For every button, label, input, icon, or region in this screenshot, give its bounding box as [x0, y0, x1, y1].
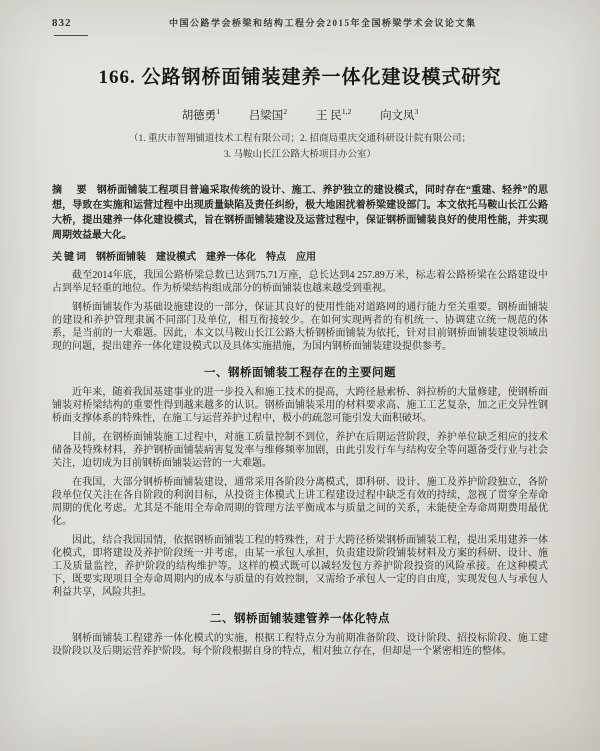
paragraph-section1-3: 在我国，大部分钢桥桥面铺装建设，通常采用各阶段分离模式，即科研、设计、施工及养护阶段独立，各阶段单位仅关注在各自阶段的利润目标，从投资主体模式上讲工程建设过程中缺乏有效的持续，忽视了贯穿全寿命周期的优化考虑。尤其是不能用全寿命周期的管理方法平衡成本与质量之间的关系，未能使全寿命周期费用最优化。 — [52, 477, 548, 528]
author-name: 胡德勇 — [181, 110, 217, 122]
author-affiliation-sup: 1 — [216, 107, 220, 117]
author-affiliation-sup: 1,2 — [341, 107, 352, 117]
running-header-row — [52, 16, 548, 29]
page-number: 832 — [52, 17, 72, 29]
author — [181, 107, 220, 122]
author-name: 向文凤 — [380, 110, 415, 122]
authors-line — [52, 107, 548, 123]
affiliation-line: （1. 重庆市智翔铺道技术工程有限公司；2. 招商局重庆交通科研设计院有限公司； — [128, 134, 471, 144]
author — [315, 107, 352, 122]
paragraph-intro-1: 截至2014年底，我国公路桥梁总数已达到75.71万座，总长达到4 257.89万米，标志着公路桥梁在公路建设中占到举足轻重的地位。作为桥梁结构组成部分的桥面铺装也越来越受到重视。 — [52, 270, 548, 295]
affiliation-line: 3. 马鞍山长江公路大桥项目办公室） — [223, 149, 376, 160]
abstract-text: 钢桥面铺装工程项目普遍采取传统的设计、施工、养护独立的建设模式，同时存在“重建、轻养”的思想，导致在实施和运营过程中出现质量缺陷及责任纠纷，极大地困扰着桥梁建设部门。本文依托马鞍山长江公路大桥，提出建养一体化建设模式，旨在钢桥面铺装建设及运营过程中，保证钢桥面铺装良好的使用性能，并实现周期效益最大化。 — [52, 185, 549, 242]
author-affiliation-sup: 2 — [283, 107, 288, 117]
author-name: 吕梁国 — [248, 110, 284, 122]
paragraph-section1-4: 因此，结合我国国情，依据钢桥面铺装工程的特殊性，对于大跨径桥梁钢桥面铺装工程，提出采用建养一体化模式，即将建设及养护阶段统一并考虑，由某一承包人承担，负责建设阶段铺装材料及方案的科研、设计、施工及质量监控，养护阶段的结构维护等。这样的模式既可以减轻发包方养护阶段投资的风险承接。在这种模式下，既要实现项目全寿命周期内的成本与质量的有效控制，又需给予承包人一定的自由度，实现发包人与承包人利益共享，风险共担。 — [52, 535, 548, 599]
section-heading-2: 二、钢桥面铺装建管养一体化特点 — [210, 613, 390, 626]
paragraph-section1-1: 近年来，随着我国基建事业的进一步投入和施工技术的提高，大跨径悬索桥、斜拉桥的大量修建，使钢桥面铺装对桥梁结构的重要性得到越来越多的认识。钢桥面铺装采用的材料要求高、施工工艺复杂，加之正交异性钢桥面支撑体系的特殊性，在施工与运营养护过程中，极小的疏忽可能引发大面积破坏。 — [52, 387, 548, 425]
affiliations — [52, 132, 548, 163]
author — [248, 107, 288, 122]
paragraph-section1-2: 目前，在钢桥面铺装施工过程中，对施工质量控制不到位，养护在后期运营阶段，养护单位缺乏相应的技术储备及特殊材料，养护钢桥面铺装病害复发率与维修频率加剧，由此引发行车与结构安全等问题备受行业与社会关注，迫切成为目前钢桥面铺装运营的一大难题。 — [52, 432, 548, 470]
paragraph-intro-2: 钢桥面铺装作为基础设施建设的一部分，保证其良好的使用性能对道路网的通行能力至关重要。钢桥面铺装的建设和养护管理隶属不同部门及单位，相互衔接较少。在如何实现两者的有机统一、协调建立统一规范的体系，是当前的一大难题。因此，本文以马鞍山长江公路大桥钢桥面铺装为依托，针对目前钢桥面铺装建设领域出现的问题，提出建养一体化建设模式以及具体实施措施，为国内钢桥面铺装建设提供参考。 — [52, 302, 548, 353]
section-heading-1: 一、钢桥面铺装工程存在的主要问题 — [204, 367, 396, 380]
author — [380, 107, 419, 122]
author-name: 王 民 — [315, 110, 342, 122]
author-affiliation-sup: 3 — [414, 107, 419, 117]
abstract-label: 摘 要 — [52, 185, 89, 197]
abstract — [52, 183, 548, 243]
paper-title: 166. 公路钢桥面铺装建养一体化建设模式研究 — [98, 67, 502, 88]
keywords-label: 关键词 — [52, 252, 88, 264]
keywords-text: 钢桥面铺装 建设模式 建养一体化 特点 应用 — [96, 252, 316, 264]
header-rule — [54, 35, 88, 36]
keywords — [52, 248, 548, 263]
running-header: 中国公路学会桥梁和结构工程分会2015年全国桥梁学术会议论文集 — [168, 18, 477, 28]
paragraph-section2-1: 钢桥面铺装工程建养一体化模式的实施，根据工程特点分为前期准备阶段、设计阶段、招投标阶段、施工建设阶段以及后期运营养护阶段。每个阶段根据自身的特点，相对独立存在，但却是一个紧密相连的整体。 — [52, 633, 548, 658]
